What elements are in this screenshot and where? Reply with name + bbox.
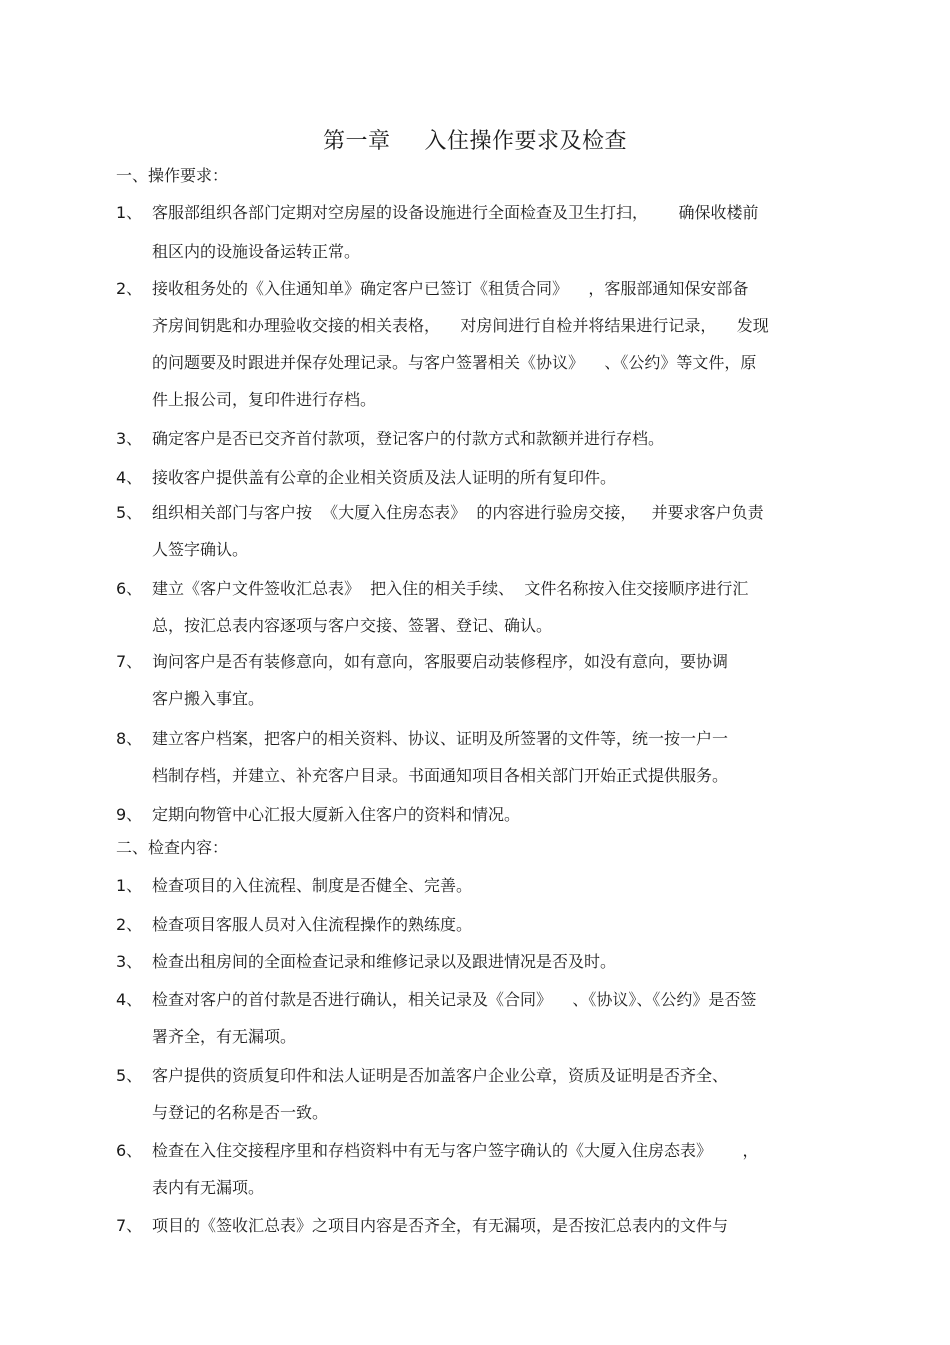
- item-text-line: 署齐全，有无漏项。: [152, 1027, 297, 1046]
- item-text-line: 确定客户是否已交齐首付款项，登记客户的付款方式和款额并进行存档。: [152, 429, 665, 448]
- item-text-line: 组织相关部门与客户按 《大厦入住房态表》 的内容进行验房交接， 并要求客户负责: [152, 503, 764, 522]
- section-heading: 一、操作要求：: [116, 166, 229, 185]
- item-text-line: 人签字确认。: [152, 540, 249, 559]
- item-number: 7、: [116, 652, 143, 671]
- item-text-line: 检查对客户的首付款是否进行确认，相关记录及《合同》 、《协议》、《公约》是否签: [152, 990, 757, 1009]
- item-number: 2、: [116, 915, 143, 934]
- item-text-line: 与登记的名称是否一致。: [152, 1103, 329, 1122]
- item-text-line: 的问题要及时跟进并保存处理记录。与客户签署相关《协议》 、《公约》等文件，原: [152, 353, 757, 372]
- item-number: 6、: [116, 1141, 143, 1160]
- item-number: 4、: [116, 468, 143, 487]
- item-number: 7、: [116, 1216, 143, 1235]
- item-text-line: 件上报公司，复印件进行存档。: [152, 390, 377, 409]
- item-text-line: 建立《客户文件签收汇总表》 把入住的相关手续、 文件名称按入住交接顺序进行汇: [152, 579, 749, 598]
- item-text-line: 接收租务处的《入住通知单》确定客户已签订《租赁合同》 ，客服部通知保安部备: [152, 279, 749, 298]
- item-text-line: 建立客户档案，把客户的相关资料、协议、证明及所签署的文件等，统一按一户一: [152, 729, 729, 748]
- item-text-line: 询问客户是否有装修意向，如有意向，客服要启动装修程序，如没有意向，要协调: [152, 652, 729, 671]
- item-number: 2、: [116, 279, 143, 298]
- item-number: 5、: [116, 1066, 143, 1085]
- item-text-line: 检查项目的入住流程、制度是否健全、完善。: [152, 876, 473, 895]
- item-text-line: 客服部组织各部门定期对空房屋的设备设施进行全面检查及卫生打扫， 确保收楼前: [152, 203, 759, 222]
- item-text-line: 档制存档，并建立、补充客户目录。书面通知项目各相关部门开始正式提供服务。: [152, 766, 729, 785]
- item-number: 4、: [116, 990, 143, 1009]
- item-text-line: 检查出租房间的全面检查记录和维修记录以及跟进情况是否及时。: [152, 952, 617, 971]
- chapter-title: 入住操作要求及检查: [424, 129, 628, 154]
- item-text-line: 检查在入住交接程序里和存档资料中有无与客户签字确认的《大厦入住房态表》 ，: [152, 1141, 759, 1160]
- item-text-line: 客户提供的资质复印件和法人证明是否加盖客户企业公章，资质及证明是否齐全、: [152, 1066, 729, 1085]
- item-text-line: 租区内的设施设备运转正常。: [152, 242, 361, 261]
- item-text-line: 表内有无漏项。: [152, 1178, 265, 1197]
- item-text-line: 客户搬入事宜。: [152, 689, 265, 708]
- item-text-line: 项目的《签收汇总表》之项目内容是否齐全，有无漏项，是否按汇总表内的文件与: [152, 1216, 729, 1235]
- item-text-line: 齐房间钥匙和办理验收交接的相关表格， 对房间进行自检并将结果进行记录， 发现: [152, 316, 769, 335]
- item-text-line: 接收客户提供盖有公章的企业相关资质及法人证明的所有复印件。: [152, 468, 617, 487]
- item-number: 8、: [116, 729, 143, 748]
- item-number: 3、: [116, 952, 143, 971]
- item-text-line: 总，按汇总表内容逐项与客户交接、签署、登记、确认。: [152, 616, 553, 635]
- item-number: 1、: [116, 203, 143, 222]
- section-heading: 二、检查内容：: [116, 838, 229, 857]
- item-number: 5、: [116, 503, 143, 522]
- item-number: 3、: [116, 429, 143, 448]
- item-number: 9、: [116, 805, 143, 824]
- chapter-label: 第一章: [322, 129, 391, 154]
- item-text-line: 检查项目客服人员对入住流程操作的熟练度。: [152, 915, 473, 934]
- item-text-line: 定期向物管中心汇报大厦新入住客户的资料和情况。: [152, 805, 521, 824]
- item-number: 1、: [116, 876, 143, 895]
- page-title: [0, 122, 950, 162]
- item-number: 6、: [116, 579, 143, 598]
